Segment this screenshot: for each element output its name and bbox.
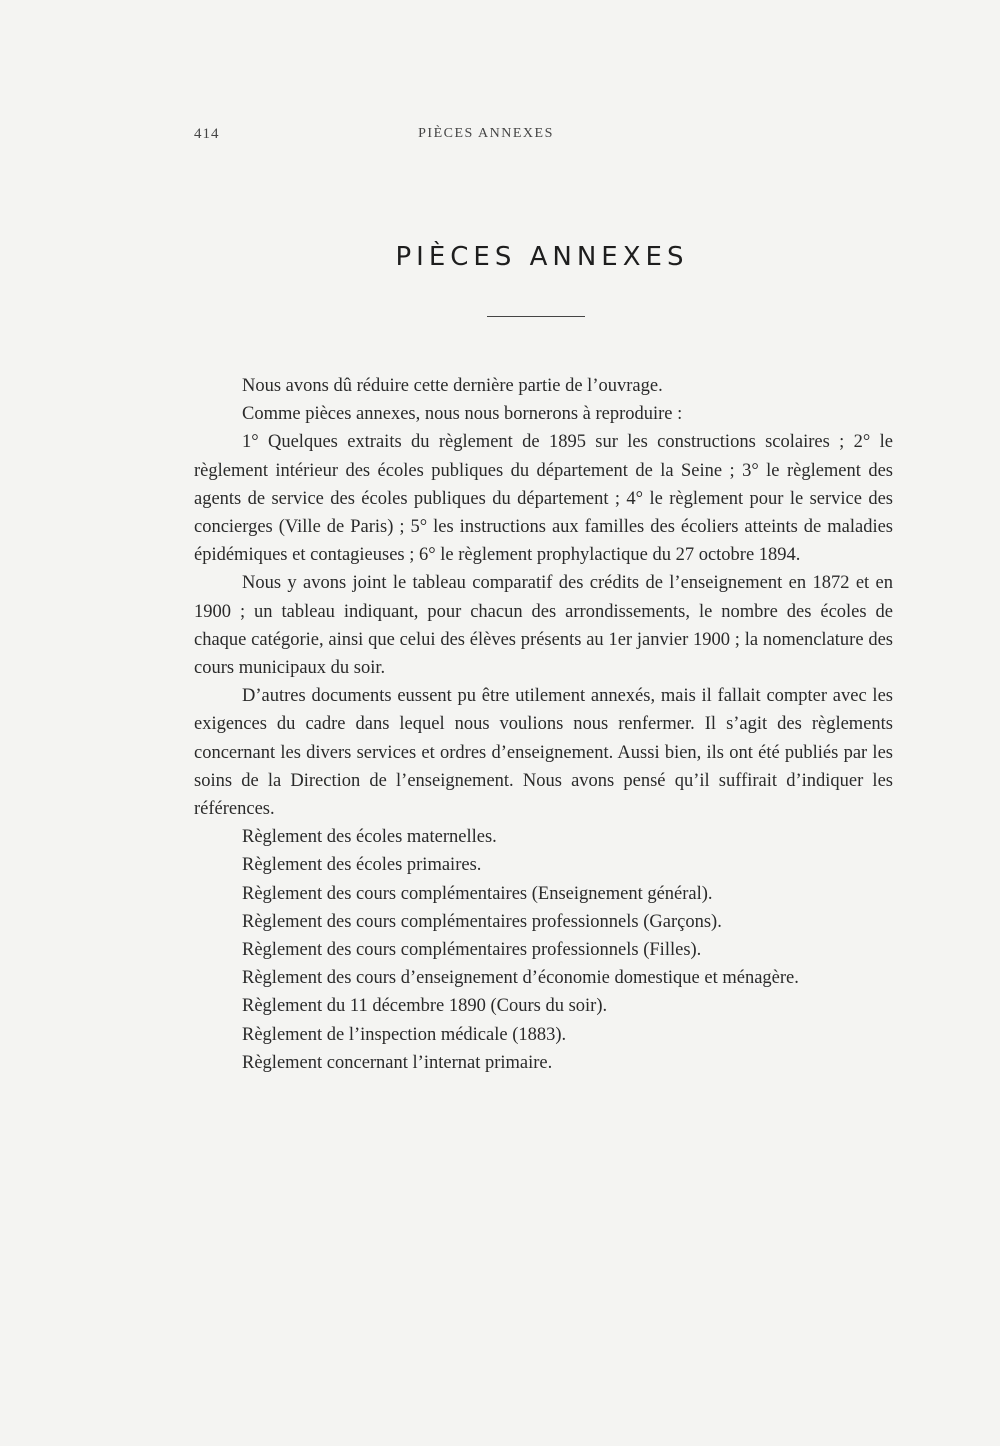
body-text — [194, 372, 893, 1077]
paragraph-list-annexes: 1° Quelques extraits du règlement de 1895 sur les constructions scolaires ; 2° le règlement intérieur des écoles publiques du département de la Seine ; 3° le règlement des agents de service des écoles publiques du département ; 4° le règlement pour le service des concierges (Ville de Paris) ; 5° les instructions aux familles des écoliers atteints de maladies épidémiques et contagieuses ; 6° le règlement prophylactique du 27 octobre 1894. — [194, 432, 893, 566]
list-item: Règlement des cours complémentaires professionnels (Garçons). — [242, 911, 722, 932]
list-item: Règlement de l’inspection médicale (1883). — [242, 1024, 567, 1045]
paragraph-other-documents: D’autres documents eussent pu être utilement annexés, mais il fallait compter avec les exigences du cadre dans lequel nous voulions nous renfermer. Il s’agit des règlements concernant les divers services et ordres d’enseignement. Aussi bien, ils ont été publiés par les soins de la Direction de l’enseignement. Nous avons pensé qu’il suffirait d’indiquer les références. — [194, 686, 893, 820]
page-number: 414 — [194, 126, 220, 142]
list-item: Règlement des cours d’enseignement d’économie domestique et ménagère. — [242, 968, 799, 989]
list-item: Règlement des écoles primaires. — [242, 855, 482, 876]
list-item: Règlement des écoles maternelles. — [242, 827, 497, 848]
page-title: PIÈCES ANNEXES — [395, 242, 689, 272]
paragraph-annexes: Comme pièces annexes, nous nous bornerons à reproduire : — [242, 404, 683, 425]
paragraph-intro: Nous avons dû réduire cette dernière partie de l’ouvrage. — [242, 376, 663, 396]
title-divider — [487, 316, 585, 317]
list-item: Règlement concernant l’internat primaire. — [242, 1052, 553, 1073]
reference-list — [194, 823, 893, 1077]
running-title: PIÈCES ANNEXES — [418, 126, 554, 141]
list-item: Règlement des cours complémentaires (Enseignement général). — [242, 883, 713, 904]
running-header — [194, 126, 894, 146]
paragraph-tables: Nous y avons joint le tableau comparatif des crédits de l’enseignement en 1872 et en 1900 ; un tableau indiquant, pour chacun des arrondissements, le nombre des écoles de chaque catégorie, ainsi que celui des élèves présents au 1er janvier 1900 ; la nomenclature des cours municipaux du soir. — [194, 573, 893, 679]
list-item: Règlement du 11 décembre 1890 (Cours du soir). — [242, 996, 608, 1017]
list-item: Règlement des cours complémentaires professionnels (Filles). — [242, 940, 702, 961]
